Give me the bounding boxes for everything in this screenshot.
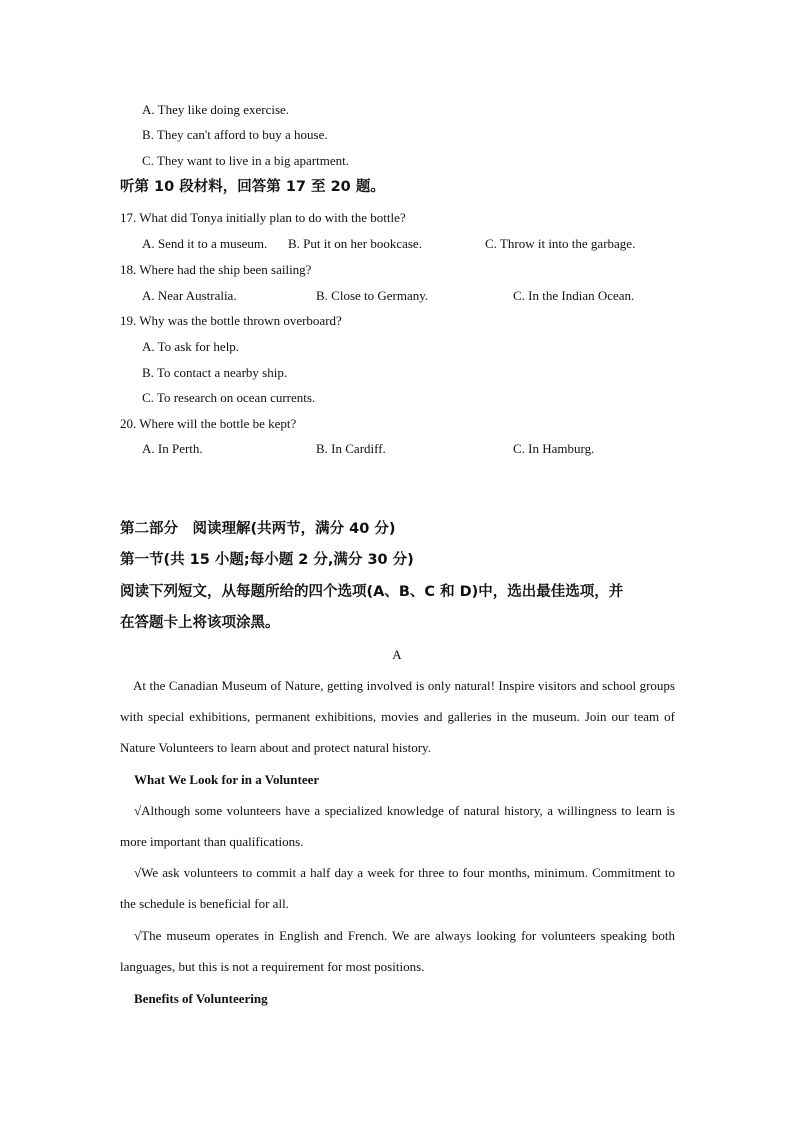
prev-option-b: B. They can't afford to buy a house.: [142, 127, 328, 142]
question-17-stem: 17. What did Tonya initially plan to do with the bottle?: [120, 210, 406, 225]
question-17-option-c: C. Throw it into the garbage.: [485, 236, 636, 251]
prev-option-a: A. They like doing exercise.: [142, 102, 290, 117]
passage-letter: A: [392, 647, 402, 662]
question-19-option-c: C. To research on ocean currents.: [142, 390, 316, 405]
passage-point-1: √Although some volunteers have a specialized knowledge of natural history, a willingness to learn is more important than qualifications.: [120, 803, 675, 849]
passage-heading-benefits: Benefits of Volunteering: [134, 991, 268, 1006]
passage-intro: At the Canadian Museum of Nature, getting involved is only natural! Inspire visitors and school groups with special exhibitions, permanent exhibitions, movies and galleries in the museum. Join our team of Nature Volunteers to learn about and protect natural history.: [120, 678, 675, 755]
question-17-option-a: A. Send it to a museum.: [142, 236, 268, 251]
question-18-option-c: C. In the Indian Ocean.: [513, 288, 635, 303]
question-18-stem: 18. Where had the ship been sailing?: [120, 262, 312, 277]
part2-title: 第二部分 阅读理解(共两节，满分 40 分): [120, 521, 396, 537]
question-17-option-b: B. Put it on her bookcase.: [288, 236, 422, 251]
question-20-option-b: B. In Cardiff.: [316, 441, 386, 456]
prev-option-c: C. They want to live in a big apartment.: [142, 153, 349, 168]
passage-point-3: √The museum operates in English and French. We are always looking for volunteers speaking both languages, but this is not a requirement for most positions.: [120, 928, 675, 974]
question-19-option-b: B. To contact a nearby ship.: [142, 365, 288, 380]
question-18-option-a: A. Near Australia.: [142, 288, 237, 303]
question-20-option-c: C. In Hamburg.: [513, 441, 595, 456]
part2-instruction-line2: 在答题卡上将该项涂黑。: [120, 615, 280, 631]
question-20-stem: 20. Where will the bottle be kept?: [120, 416, 297, 431]
question-20-option-a: A. In Perth.: [142, 441, 203, 456]
passage-heading-volunteer: What We Look for in a Volunteer: [134, 772, 320, 787]
question-19-stem: 19. Why was the bottle thrown overboard?: [120, 313, 342, 328]
question-18-option-b: B. Close to Germany.: [316, 288, 429, 303]
section-10-heading: 听第 10 段材料，回答第 17 至 20 题。: [120, 179, 385, 195]
passage-point-2: √We ask volunteers to commit a half day a week for three to four months, minimum. Commitment to the schedule is beneficial for all.: [120, 865, 675, 911]
question-19-option-a: A. To ask for help.: [142, 339, 240, 354]
part2-section1: 第一节(共 15 小题;每小题 2 分,满分 30 分): [120, 552, 414, 568]
part2-instruction-line1: 阅读下列短文，从每题所给的四个选项(A、B、C 和 D)中，选出最佳选项，并: [120, 584, 624, 600]
